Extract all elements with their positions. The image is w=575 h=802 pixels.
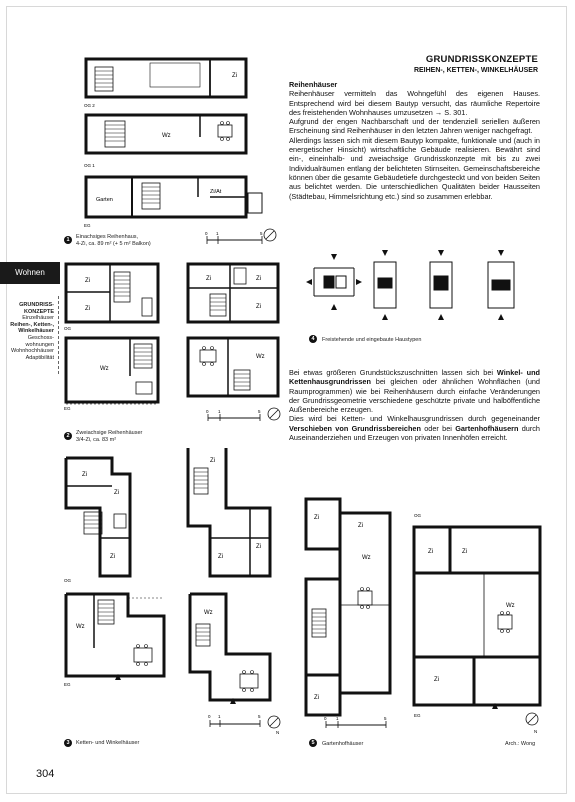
f3-room-zi-6: Zi [256,544,261,550]
figure-4-number: 4 [309,335,317,343]
figure-4-caption: Freistehende und eingebaute Haustypen [322,337,422,343]
f3-room-zi-4: Zi [210,458,215,464]
f5-room-zi-1: Zi [314,515,319,521]
page-title: GRUNDRISSKONZEPTE [425,54,538,65]
f1-room-ziat: Zi/At [210,189,222,195]
f3-north: N [276,730,280,735]
sidebar-item-geschoss[interactable]: Geschoss- [27,334,54,341]
figure-1-plans [80,55,280,250]
f1-room-garten: Garten [96,197,113,203]
figure-5-number: 5 [309,739,317,747]
f5-room-zi-3: Zi [314,695,319,701]
f5-north: N [534,729,538,734]
f3-scale-1: 1 [218,714,221,719]
f1-scale-1: 1 [216,231,219,236]
f3-room-zi-5: Zi [218,554,223,560]
figure-5-caption: Gartenhofhäuser [322,741,364,747]
sidebar-item-reihenhaeuser[interactable]: Reihen-, Ketten-, [10,321,54,328]
figure-4-pictograms [306,250,546,332]
article-paragraph-3: Allerdings lassen sich mit diesem Bautyp kompakte, funktionale und (auch in energetischer Hinsicht) wirtschaftliche Gebäude realisieren. Bewährt sind ein-, eineinhalb- und zweiachsige Grundrisskonzepte mit bis zu zwei Individualräumen entlang der belichteten Stirnseiten. Gemeinschaftsbereiche können über die gesamte Gebäudetiefe durchgesteckt und von beiden Seiten aus belichtet werden. Die unterschiedlichen Qualitäten beider Hausseiten (Städtebau, Himmelsrichtung etc.) sind so zusammen erlebbar. [289,135,540,201]
f1-room-zi-og2: Zi [232,73,237,79]
f3-floor-eg: EG [64,682,71,687]
sidebar-item-einzelhaeuser[interactable]: Einzelhäuser [22,315,54,322]
f3-room-wz-2: Wz [204,610,213,616]
f5-scale-1: 1 [336,716,339,721]
figure-1-caption: Einachsiges Reihenhaus, 4-Zi, ca. 89 m² (+ 5 m² Balkon) [76,234,151,247]
f2-room-zi-2: Zi [85,306,90,312]
f5-floor-eg: EG [414,713,421,718]
article-bottom [289,368,540,442]
f5-room-zi-6: Zi [434,677,439,683]
article-heading: Reihenhäuser [289,80,338,89]
sidebar-item-adaptibilitaet[interactable]: Adaptibilität [25,354,54,361]
article-paragraph-1: Reihenhäuser vermitteln das Wohngefühl des eigenen Hauses. Entsprechend wird bei diesem Bautyp versucht, das räumliche Repertoire des freistehenden Wohnhauses umzusetzen → S. 301. [289,89,540,117]
figure-1-number: 1 [64,236,72,244]
f1-scale-5: 5 [260,231,263,236]
f5-room-wz-2: Wz [506,603,515,609]
sidebar-item-winkelhaeuser[interactable]: Winkelhäuser [18,328,54,335]
f5-room-zi-5: Zi [462,549,467,555]
f2-room-zi-1: Zi [85,278,90,284]
figure-2-caption: Zweiachsige Reihenhäuser 3/4-Zi, ca. 83 m² [76,430,143,443]
sidebar-tab-wohnen[interactable]: Wohnen [0,262,60,284]
f5-room-zi-2: Zi [358,523,363,529]
f1-floor-eg: EG [84,223,91,228]
sidebar-nav [6,302,54,361]
sidebar-heading: GRUNDRISS- [19,302,54,308]
sidebar-item-wohnhochhaeuser[interactable]: Wohnhochhäuser [10,348,54,355]
figure-3-plans [60,448,288,738]
f2-room-wz-1: Wz [100,366,109,372]
f2-room-zi-5: Zi [256,304,261,310]
f3-scale-0: 0 [208,714,211,719]
page-number: 304 [36,768,55,780]
f5-room-wz: Wz [362,555,371,561]
f3-room-zi-2: Zi [114,490,119,496]
figure-3-number: 3 [64,739,72,747]
article-paragraph-5: Dies wird bei Ketten- und Winkelhausgrundrissen durch gegeneinander Verschieben von Grundrissbereichen oder bei Gartenhofhäusern durch Auseinanderziehen und Erzeugen von privaten Innenhöfen erreicht. [289,414,540,443]
figure-5-plans [302,495,552,740]
f5-scale-5: 5 [384,716,387,721]
f3-room-zi-1: Zi [82,472,87,478]
f2-room-wz-2: Wz [256,354,265,360]
article-paragraph-2: Aufgrund der engen Nachbarschaft und der tendenziell seriellen äußeren Erscheinung sind Reihenhäuser in den letzten Jahren weniger nachgefragt. [289,117,540,136]
f3-scale-5: 5 [258,714,261,719]
figure-5-credit: Arch.: Wong [505,741,536,747]
f2-scale-5: 5 [258,409,261,414]
figure-2-plans [60,258,290,423]
sidebar-heading-2: KONZEPTE [24,308,54,315]
f3-room-zi-3: Zi [110,554,115,560]
figure-3-caption: Ketten- und Winkelhäuser [76,740,140,746]
f5-scale-0: 0 [324,716,327,721]
article-paragraph-4: Bei etwas größeren Grundstückszuschnitten lassen sich bei Winkel- und Kettenhausgrundrissen bei gleichen oder ähnlichen Wohnflächen (und Raumprogrammen) wie bei Reihenhäusern durch einfache Veränderungen der Grundrissgeometrie verschiedene geschützte private und halböffentliche Außenbereiche erzeugen. [289,368,540,415]
f2-room-zi-3: Zi [206,276,211,282]
sidebar-item-geschosswohnungen[interactable]: wohnungen [25,341,54,348]
f2-scale-0: 0 [206,409,209,414]
f2-floor-og: OG [64,326,72,331]
f2-scale-1: 1 [218,409,221,414]
f3-room-wz-1: Wz [76,624,85,630]
f1-floor-og2: OG 2 [84,103,95,108]
f2-room-zi-4: Zi [256,276,261,282]
f3-floor-og: OG [64,578,72,583]
f5-floor-og: OG [414,513,422,518]
page-subtitle: REIHEN-, KETTEN-, WINKELHÄUSER [413,67,538,74]
f5-room-zi-4: Zi [428,549,433,555]
figure-2-number: 2 [64,432,72,440]
f1-floor-og1: OG 1 [84,163,95,168]
f1-room-wz: Wz [162,133,171,139]
f2-floor-eg: EG [64,406,71,411]
article-top [289,80,540,201]
f1-scale-0: 0 [205,231,208,236]
